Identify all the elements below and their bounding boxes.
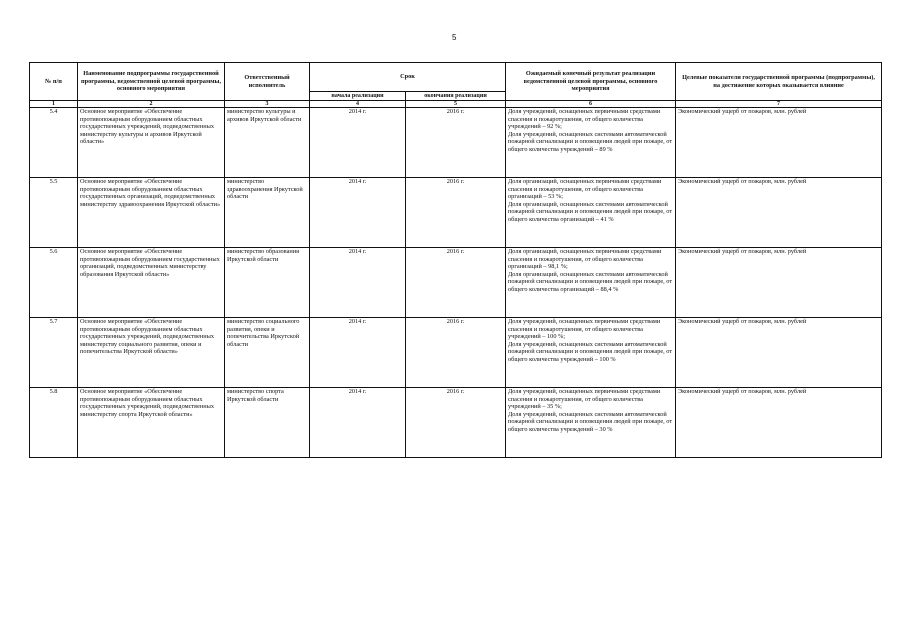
column-number: 3: [225, 101, 310, 108]
expected-result: [506, 318, 676, 388]
header-result: Ожидаемый конечный результат реализации ведомственной целевой программы, основного мероприятия: [506, 63, 676, 101]
page-number: 5: [452, 33, 457, 42]
row-number: 5.4: [30, 108, 78, 178]
column-number: 2: [78, 101, 225, 108]
column-number: 1: [30, 101, 78, 108]
header-term-end: окончания реализации: [406, 92, 506, 101]
executor: министерство здравоохранения Иркутской области: [225, 178, 310, 248]
activity-name: Основное мероприятие «Обеспечение противопожарным оборудованием государственных организаций, подведомственных министерству образования Иркутской области»: [78, 248, 225, 318]
column-number: 5: [406, 101, 506, 108]
result-line: Доля учреждений, оснащенных системами автоматической пожарной сигнализации и оповещения людей при пожаре, от общего количества учреждений – 100 %: [508, 340, 673, 363]
activity-name: Основное мероприятие «Обеспечение противопожарным оборудованием областных государственных учреждений, подведомственных министерству спорта Иркутской области»: [78, 388, 225, 458]
expected-result: [506, 108, 676, 178]
start-year: 2014 г.: [310, 178, 406, 248]
header-indicators: Целевые показатели государственной программы (подпрограммы), на достижение которых оказывается влияние: [676, 63, 882, 101]
result-line: Доля учреждений, оснащенных первичными средствами спасения и пожаротушения, от общего количества учреждений – 92 %;: [508, 108, 661, 130]
start-year: 2014 г.: [310, 248, 406, 318]
table-row: [30, 248, 882, 318]
header-term: Срок: [310, 63, 506, 92]
table-row: [30, 318, 882, 388]
row-number: 5.6: [30, 248, 78, 318]
executor: министерство спорта Иркутской области: [225, 388, 310, 458]
header-term-start: начала реализации: [310, 92, 406, 101]
row-number: 5.7: [30, 318, 78, 388]
end-year: 2016 г.: [406, 178, 506, 248]
target-indicator: Экономический ущерб от пожаров, млн. рублей: [676, 108, 882, 178]
start-year: 2014 г.: [310, 318, 406, 388]
column-number: 6: [506, 101, 676, 108]
expected-result: [506, 178, 676, 248]
start-year: 2014 г.: [310, 108, 406, 178]
target-indicator: Экономический ущерб от пожаров, млн. рублей: [676, 178, 882, 248]
result-line: Доля учреждений, оснащенных первичными средствами спасения и пожаротушения, от общего количества учреждений – 35 %;: [508, 388, 661, 410]
end-year: 2016 г.: [406, 388, 506, 458]
target-indicator: Экономический ущерб от пожаров, млн. рублей: [676, 248, 882, 318]
end-year: 2016 г.: [406, 318, 506, 388]
column-number: 7: [676, 101, 882, 108]
activity-name: Основное мероприятие «Обеспечение противопожарным оборудованием областных государственных организаций, подведомственных министерству здравоохранения Иркутской области»: [78, 178, 225, 248]
activity-name: Основное мероприятие «Обеспечение противопожарным оборудованием областных государственных учреждений, подведомственных министерству социального развития, опеки и попечительства Иркутской области»: [78, 318, 225, 388]
header-name: Наименование подпрограммы государственной программы, ведомственной целевой программы, основного мероприятия: [78, 63, 225, 101]
result-line: Доля организаций, оснащенных системами автоматической пожарной сигнализации и оповещения людей при пожаре, от общего количества организаций – 88,4 %: [508, 270, 673, 293]
result-line: Доля учреждений, оснащенных первичными средствами спасения и пожаротушения, от общего количества учреждений – 100 %;: [508, 318, 661, 340]
result-line: Доля учреждений, оснащенных системами автоматической пожарной сигнализации и оповещения людей при пожаре, от общего количества учреждений – 30 %: [508, 410, 673, 433]
table-row: [30, 388, 882, 458]
table-row: [30, 178, 882, 248]
target-indicator: Экономический ущерб от пожаров, млн. рублей: [676, 318, 882, 388]
column-number: 4: [310, 101, 406, 108]
start-year: 2014 г.: [310, 388, 406, 458]
end-year: 2016 г.: [406, 108, 506, 178]
executor: министерство социального развития, опеки и попечительства Иркутской области: [225, 318, 310, 388]
expected-result: [506, 388, 676, 458]
result-line: Доля организаций, оснащенных системами автоматической пожарной сигнализации и оповещения людей при пожаре, от общего количества организаций – 41 %: [508, 200, 673, 223]
row-number: 5.8: [30, 388, 78, 458]
end-year: 2016 г.: [406, 248, 506, 318]
activity-name: Основное мероприятие «Обеспечение противопожарным оборудованием областных государственных учреждений, подведомственных министерству культуры и архивов Иркутской области»: [78, 108, 225, 178]
header-num: № п/п: [30, 63, 78, 101]
row-number: 5.5: [30, 178, 78, 248]
program-table: [29, 62, 882, 458]
result-line: Доля учреждений, оснащенных системами автоматической пожарной сигнализации и оповещения людей при пожаре, от общего количества учреждений – 89 %: [508, 130, 673, 153]
result-line: Доля организаций, оснащенных первичными средствами спасения и пожаротушения, от общего количества организаций – 98,1 %;: [508, 248, 662, 270]
header-executor: Ответственный исполнитель: [225, 63, 310, 101]
executor: министерство культуры и архивов Иркутской области: [225, 108, 310, 178]
result-line: Доля организаций, оснащенных первичными средствами спасения и пожаротушения, от общего количества организаций – 53 %;: [508, 178, 662, 200]
table-row: [30, 108, 882, 178]
executor: министерство образования Иркутской области: [225, 248, 310, 318]
target-indicator: Экономический ущерб от пожаров, млн. рублей: [676, 388, 882, 458]
expected-result: [506, 248, 676, 318]
